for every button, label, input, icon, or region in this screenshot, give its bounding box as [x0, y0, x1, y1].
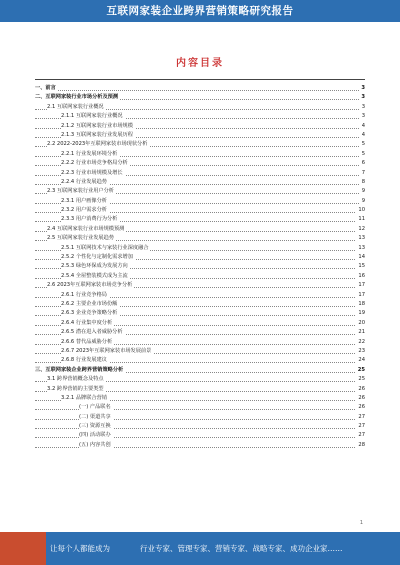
toc-entry[interactable] — [35, 309, 365, 318]
toc-entry[interactable] — [35, 262, 365, 271]
toc-entry-label: 2.4 互联网家装行业市场规模预测 — [47, 225, 125, 232]
toc-entry-page: 27 — [356, 422, 365, 431]
toc-entry-label: 一、前言 — [35, 85, 56, 91]
toc-entry-page: 16 — [356, 272, 365, 281]
toc-rule — [35, 79, 365, 80]
toc-entry-page: 9 — [360, 197, 365, 206]
toc-entry-label: (一) 产品联名 — [79, 404, 111, 411]
toc-entry-page: 5 — [360, 150, 365, 159]
toc-entry[interactable] — [35, 197, 365, 206]
toc-entry[interactable] — [35, 206, 365, 215]
toc-entry[interactable] — [35, 84, 365, 93]
footer-tagline: 行业专家、管理专家、营销专家、战略专家、成功企业家…… — [140, 544, 343, 553]
toc-entry[interactable] — [35, 347, 365, 356]
toc-entry-page: 9 — [360, 187, 365, 196]
toc-entry-page: 3 — [359, 93, 365, 102]
toc-entry-label: 2.6.6 替代品威胁分析 — [61, 338, 113, 345]
toc-entry-page: 19 — [356, 309, 365, 318]
toc-entry-label: 3.2.1 品牌联合营销 — [61, 394, 107, 401]
toc-entry[interactable] — [35, 272, 365, 281]
toc-entry-page: 4 — [360, 131, 365, 140]
toc-entry-label: 三、互联网家装企业跨界营销策略分析 — [35, 366, 124, 373]
toc-entry[interactable] — [35, 140, 365, 149]
toc-entry-label: 2.2.2 行业市场竞争格局分析 — [61, 160, 128, 167]
toc-list — [35, 84, 365, 450]
toc-entry-page: 14 — [356, 253, 365, 262]
toc-entry-page: 15 — [356, 262, 365, 271]
toc-entry-label: 2.3.1 用户画像分析 — [61, 197, 107, 204]
toc-entry-label: 2.1.1 互联网家装行业概况 — [61, 113, 123, 120]
toc-entry-page: 3 — [360, 112, 365, 121]
toc-entry[interactable] — [35, 366, 365, 375]
footer-accent — [0, 532, 46, 565]
toc-entry[interactable] — [35, 319, 365, 328]
toc-entry[interactable] — [35, 112, 365, 121]
toc-entry-label: 2.5.4 全屋整装模式成为主流 — [61, 272, 128, 279]
toc-entry-page: 25 — [356, 366, 365, 375]
footer-banner — [0, 532, 400, 565]
toc-entry-label: 2.2 2022-2023年互联网家装市场现状分析 — [47, 141, 148, 148]
page-number: 1 — [359, 520, 363, 526]
toc-entry-label: 2.6.3 企业竞争策略分析 — [61, 310, 118, 317]
toc-entry[interactable] — [35, 338, 365, 347]
toc-entry-page: 17 — [356, 291, 365, 300]
toc-entry-label: 二、互联网家装行业市场分析及预测 — [35, 94, 119, 101]
toc-entry[interactable] — [35, 328, 365, 337]
toc-leader-dots — [35, 90, 365, 91]
toc-entry[interactable] — [35, 394, 365, 403]
toc-entry[interactable] — [35, 253, 365, 262]
toc-entry-label: 2.6.2 主要企业市场份额 — [61, 300, 118, 307]
toc-entry-label: 2.2.3 行业市场规模及增长 — [61, 169, 123, 176]
toc-entry-page: 12 — [356, 225, 365, 234]
toc-entry[interactable] — [35, 375, 365, 384]
toc-entry-page: 8 — [360, 178, 365, 187]
toc-entry-label: 2.6.4 行业集中度分析 — [61, 319, 113, 326]
toc-entry-page: 10 — [356, 206, 365, 215]
toc-entry-label: 2.1 互联网家装行业概况 — [47, 103, 104, 110]
toc-entry-page: 5 — [360, 140, 365, 149]
toc-entry-page: 27 — [356, 431, 365, 440]
toc-entry-label: 2.1.2 互联网家装行业市场规模 — [61, 122, 133, 129]
toc-entry-page: 26 — [356, 394, 365, 403]
toc-entry[interactable] — [35, 103, 365, 112]
toc-entry[interactable] — [35, 291, 365, 300]
toc-entry[interactable] — [35, 403, 365, 412]
toc-entry[interactable] — [35, 300, 365, 309]
toc-entry[interactable] — [35, 187, 365, 196]
toc-entry-page: 3 — [360, 103, 365, 112]
toc-entry[interactable] — [35, 159, 365, 168]
toc-entry[interactable] — [35, 281, 365, 290]
toc-entry[interactable] — [35, 356, 365, 365]
toc-entry[interactable] — [35, 413, 365, 422]
toc-entry-label: 2.6.1 行业竞争格局 — [61, 291, 107, 298]
toc-entry-page: 27 — [356, 413, 365, 422]
toc-entry-label: (五) 内容共创 — [79, 441, 111, 448]
toc-entry-label: 3.2 跨界营销的主要类型 — [47, 385, 104, 392]
toc-entry-page: 13 — [356, 234, 365, 243]
report-header — [0, 0, 400, 22]
toc-entry-page: 13 — [356, 244, 365, 253]
toc-entry[interactable] — [35, 178, 365, 187]
toc-entry[interactable] — [35, 385, 365, 394]
toc-entry[interactable] — [35, 441, 365, 450]
toc-entry[interactable] — [35, 422, 365, 431]
toc-entry-page: 25 — [356, 375, 365, 384]
toc-entry-page: 28 — [356, 441, 365, 450]
toc-entry-label: 3.1 跨界营销概念及特点 — [47, 376, 104, 383]
toc-entry-label: 2.2.1 行业发展环境分析 — [61, 150, 118, 157]
toc-entry-page: 7 — [360, 169, 365, 178]
toc-entry[interactable] — [35, 131, 365, 140]
toc-entry-page: 6 — [360, 159, 365, 168]
toc-entry-label: 2.3.2 用户需求分析 — [61, 207, 107, 214]
toc-entry[interactable] — [35, 234, 365, 243]
toc-title: 内容目录 — [176, 58, 224, 69]
toc-entry-label: 2.3.3 用户消费行为分析 — [61, 216, 118, 223]
toc-entry[interactable] — [35, 431, 365, 440]
toc-entry-label: 2.5.1 互联网技术与家装行业深度融合 — [61, 244, 149, 251]
toc-entry-label: 2.3 互联网家装行业用户分析 — [47, 188, 114, 195]
toc-entry[interactable] — [35, 122, 365, 131]
toc-entry-label: 2.6.7 2023年互联网家装市场发展前景 — [61, 347, 152, 354]
toc-entry-page: 11 — [356, 215, 365, 224]
footer-slogan: 让每个人都能成为 — [50, 544, 110, 553]
toc-entry-label: 2.5.2 个性化与定制化需求增加 — [61, 254, 133, 261]
toc-entry-page: 18 — [356, 300, 365, 309]
toc-entry-label: (二) 渠道共享 — [79, 413, 111, 420]
toc-entry-page: 26 — [356, 403, 365, 412]
toc-entry-page: 24 — [356, 356, 365, 365]
toc-entry-label: 2.6.5 潜在进入者威胁分析 — [61, 329, 123, 336]
toc-entry[interactable] — [35, 215, 365, 224]
toc-entry-page: 26 — [356, 385, 365, 394]
document-page — [27, 22, 373, 532]
toc-entry[interactable] — [35, 225, 365, 234]
toc-entry-page: 21 — [356, 328, 365, 337]
toc-entry-page: 20 — [356, 319, 365, 328]
toc-entry-label: 2.1.3 互联网家装行业发展历程 — [61, 131, 133, 138]
toc-entry-page: 23 — [356, 347, 365, 356]
toc-entry[interactable] — [35, 93, 365, 102]
toc-entry[interactable] — [35, 169, 365, 178]
toc-entry[interactable] — [35, 150, 365, 159]
toc-entry-page: 17 — [356, 281, 365, 290]
toc-entry-label: 2.6.8 行业发展建议 — [61, 357, 107, 364]
toc-entry-label: (四) 活动联办 — [79, 432, 111, 439]
toc-entry-page: 22 — [356, 338, 365, 347]
toc-entry-label: (三) 资源互换 — [79, 423, 111, 430]
toc-entry-page: 3 — [359, 84, 365, 93]
toc-entry-label: 2.2.4 行业发展趋势 — [61, 178, 107, 185]
toc-entry[interactable] — [35, 244, 365, 253]
toc-entry-label: 2.5.3 绿色环保成为发展方向 — [61, 263, 128, 270]
report-title: 互联网家装企业跨界营销策略研究报告 — [106, 5, 294, 17]
toc-entry-label: 2.6 2023年互联网家装市场竞争分析 — [47, 282, 133, 289]
toc-entry-page: 4 — [360, 122, 365, 131]
toc-entry-label: 2.5 互联网家装行业发展趋势 — [47, 235, 114, 242]
